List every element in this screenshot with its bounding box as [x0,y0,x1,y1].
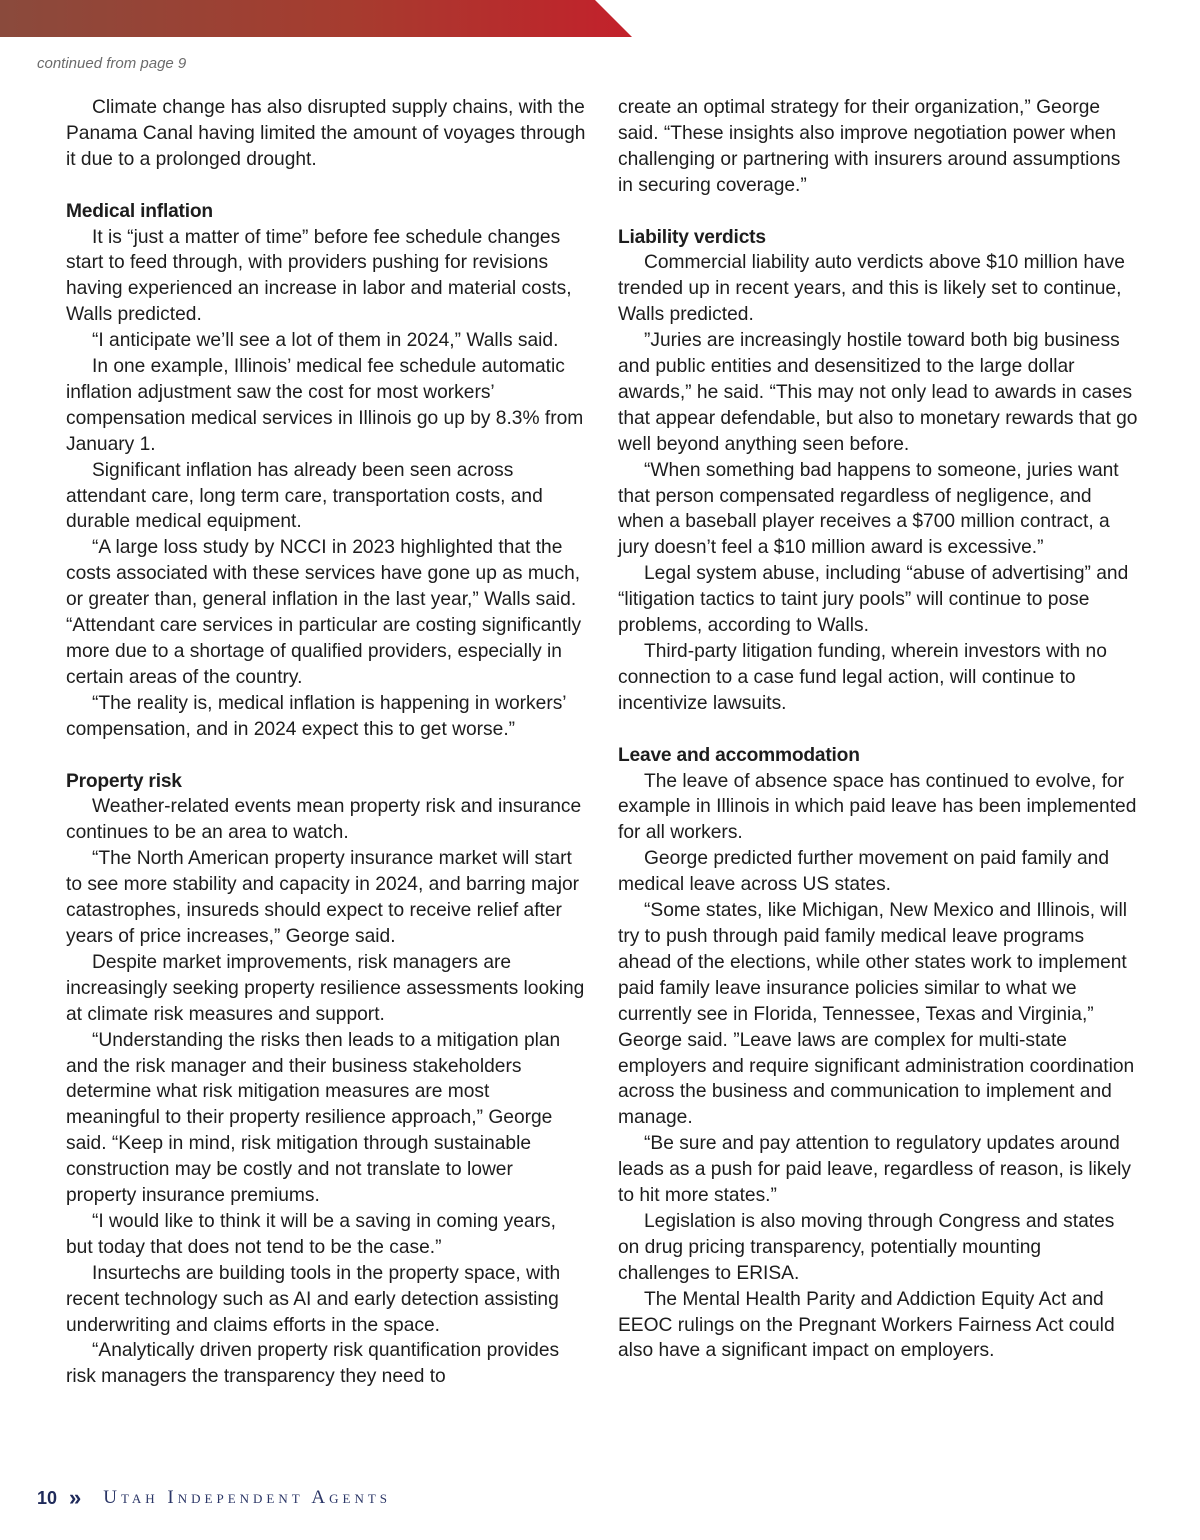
magazine-name: Utah Independent Agents [103,1487,392,1508]
paragraph: Legal system abuse, including “abuse of advertising” and “litigation tactics to taint jury pools” will continue to pose problems, according to Walls. [618,563,1129,637]
page-number: 10 [37,1487,58,1508]
paragraph: Insurtechs are building tools in the property space, with recent technology such as AI and early detection assisting underwriting and claims efforts in the space. [66,1262,561,1336]
paragraph: Third-party litigation funding, wherein investors with no connection to a case fund legal action, will continue to incentivize lawsuits. [618,641,1107,714]
paragraph: Weather-related events mean property risk and insurance continues to be an area to watch. [66,796,582,844]
paragraph: “Analytically driven property risk quantification provides risk managers the transparency they need to [66,1340,560,1388]
continued-note: continued from page 9 [37,55,187,72]
paragraph: The Mental Health Parity and Addiction Equity Act and EEOC rulings on the Pregnant Workers Fairness Act could also have a significant impact on employers. [618,1288,1115,1362]
paragraph: Legislation is also moving through Congress and states on drug pricing transparency, potentially mounting challenges to ERISA. [618,1210,1115,1284]
paragraph: “Understanding the risks then leads to a mitigation plan and the risk manager and their business stakeholders determine what risk mitigation measures are most meaningful to their property resilience approach,” George said. “Keep in mind, risk mitigation through sustainable construction may be costly and not translate to lower property insurance premiums. [66,1029,561,1207]
section-heading-property: Property risk [66,770,182,792]
paragraph: “I anticipate we’ll see a lot of them in 2024,” Walls said. [92,330,559,352]
section-heading-medical: Medical inflation [66,200,213,222]
continued-paragraph: create an optimal strategy for their organization,” George said. “These insights also improve negotiation power when challenging or partnering with insurers around assumptions in securing coverage.” [618,97,1121,196]
paragraph: “Some states, like Michigan, New Mexico and Illinois, will try to push through paid family medical leave programs ahead of the elections, while other states work to implement paid family leave insurance policies similar to what we currently see in Florida, Tennessee, Texas and Virginia,” George said. ”Leave laws are complex for multi-state employers and require significant administration coordination across the business and communication to implement and manage. [618,900,1135,1129]
paragraph: “I would like to think it will be a saving in coming years, but today that does not tend to be the case.” [66,1210,556,1258]
page-footer [37,1487,391,1509]
double-chevron-icon: » [69,1485,82,1510]
paragraph: Despite market improvements, risk managers are increasingly seeking property resilience assessments looking at climate risk measures and support. [66,951,585,1025]
section-heading-leave: Leave and accommodation [618,744,860,766]
paragraph: “The reality is, medical inflation is happening in workers’ compensation, and in 2024 expect this to get worse.” [66,692,566,740]
paragraph: “A large loss study by NCCI in 2023 highlighted that the costs associated with these services have gone up as much, or greater than, general inflation in the last year,” Walls said. “Attendant care services in particular are costing significantly more due to a shortage of qualified providers, especially in certain areas of the country. [66,537,582,688]
paragraph: ”Juries are increasingly hostile toward both big business and public entities and desensitized to the large dollar awards,” he said. “This may not only lead to awards in cases that appear defendable, but also to monetary rewards that go well beyond anything seen before. [618,330,1138,455]
intro-paragraph: Climate change has also disrupted supply chains, with the Panama Canal having limited the amount of voyages through it due to a prolonged drought. [66,97,586,170]
paragraph: “When something bad happens to someone, juries want that person compensated regardless of negligence, and when a baseball player receives a $700 million contract, a jury doesn’t feel a $10 million award is excessive.” [618,459,1119,559]
paragraph: Commercial liability auto verdicts above $10 million have trended up in recent years, and this is likely set to continue, Walls predicted. [618,252,1125,326]
paragraph: “The North American property insurance market will start to see more stability and capacity in 2024, and barring major catastrophes, insureds should expect to receive relief after years of price increases,” George said. [66,848,580,947]
paragraph: George predicted further movement on paid family and medical leave across US states. [618,848,1110,896]
paragraph: “Be sure and pay attention to regulatory updates around leads as a push for paid leave, regardless of reason, is likely to hit more states.” [618,1133,1132,1207]
section-heading-liability: Liability verdicts [618,226,766,248]
paragraph: Significant inflation has already been seen across attendant care, long term care, transportation costs, and durable medical equipment. [66,459,543,533]
header-accent-bar [0,0,632,37]
paragraph: In one example, Illinois’ medical fee schedule automatic inflation adjustment saw the cost for most workers’ compensation medical services in Illinois go up by 8.3% from January 1. [66,356,584,455]
paragraph: The leave of absence space has continued to evolve, for example in Illinois in which paid leave has been implemented for all workers. [618,770,1137,844]
paragraph: It is “just a matter of time” before fee schedule changes start to feed through, with providers pushing for revisions having experienced an increase in labor and material costs, Walls predicted. [66,226,572,326]
right-column [618,95,1138,1364]
left-column [66,95,586,1390]
